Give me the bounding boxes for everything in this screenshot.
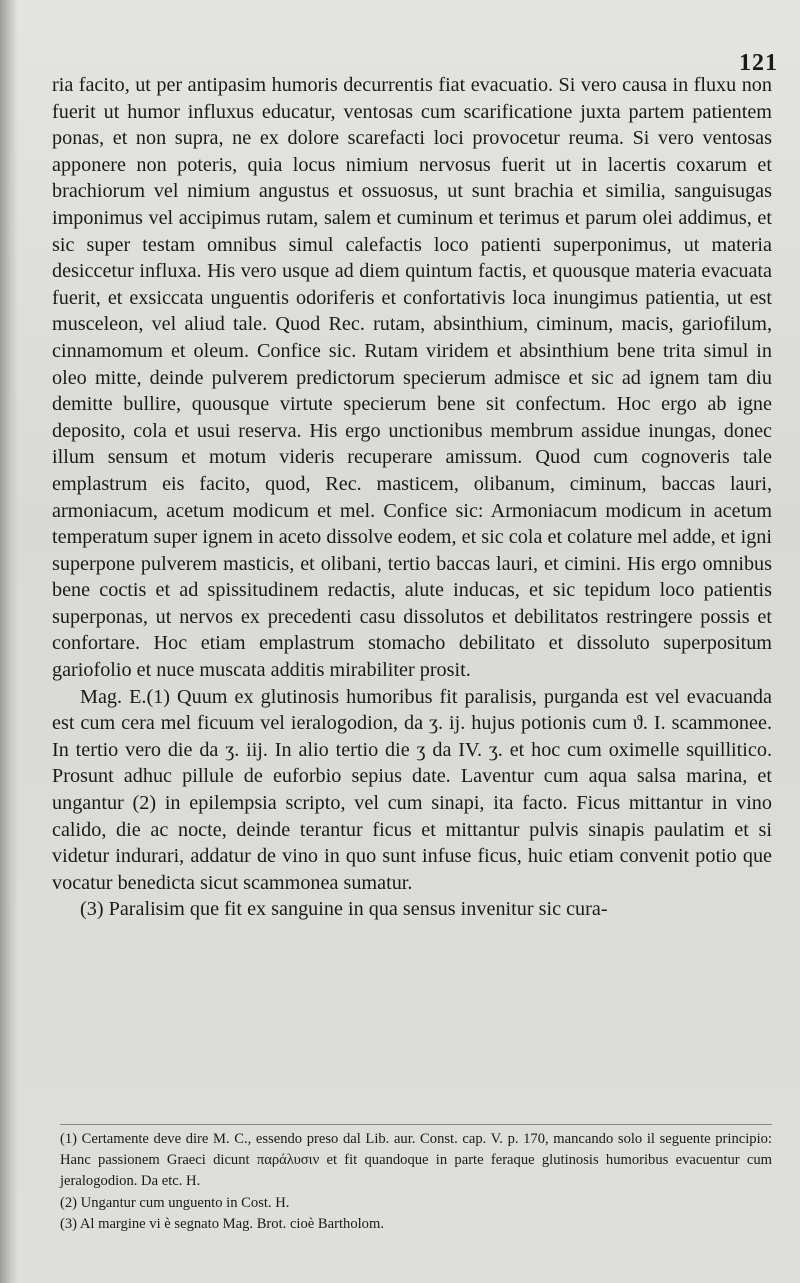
- paragraph-3: (3) Paralisim que fit ex sanguine in qua sensus invenitur sic cura-: [80, 898, 608, 921]
- binding-shadow: [0, 0, 18, 1283]
- main-text: [52, 72, 772, 923]
- footnote-3: (3) Al margine vi è segnato Mag. Brot. cioè Bartholom.: [60, 1215, 384, 1232]
- footnote-2: (2) Ungantur cum unguento in Cost. H.: [60, 1194, 290, 1211]
- paragraph-2: Mag. E.(1) Quum ex glutinosis humoribus fit paralisis, purganda est vel evacuanda est cum cera mel ficuum vel ieralogodion, da ʒ. ij. hujus potionis cum ϑ. I. scammonee. In tertio vero die da ʒ. iij. In alio tertio die ʒ da IV. ʒ. et hoc cum oximelle squillitico. Prosunt adhuc pillule de euforbio sepius date. Laventur cum aqua salsa marina, et ungantur (2) in epilempsia scripto, vel cum sinapi, ita facto. Ficus mittantur in vino calido, die ac nocte, deinde terantur ficus et mittantur pulvis sinapis paulatim et si videtur indurari, addatur de vino in quo sunt infuse ficus, huic etiam convenit potio que vocatur benedicta sicut scammonea sumatur.: [52, 685, 772, 894]
- paragraph-1: ria facito, ut per antipasim humoris decurrentis fiat evacuatio. Si vero causa in fluxu non fuerit ut humor influxus educatur, ventosas cum scarificatione juxta partem patientem ponas, et non supra, ne ex dolore scarefacti loci provocetur reuma. Si vero ventosas apponere non poteris, quia locus nimium nervosus fuerit ut in lacertis coxarum et brachiorum vel nimium angustus et ossuosus, ut sunt brachia et similia, sanguisugas imponimus vel accipimus rutam, salem et cuminum et terimus et parum olei addimus, et sic super testam omnibus simul calefactis loco patienti superponimus, ut materia desiccetur influxa. His vero usque ad diem quintum factis, et quousque materia evacuata fuerit, et exsiccata unguentis odoriferis et confortativis loca inungimus patientia, ut est musceleon, vel aliud tale. Quod Rec. rutam, absinthium, ciminum, macis, gariofilum, cinnamomum et oleum. Confice sic. Rutam viridem et absinthium bene trita simul in oleo mitte, deinde pulverem predictorum specierum admisce et sic ad ignem tam diu demitte bullire, quousque virtute specierum bene sit confectum. Hoc ergo ab igne deposito, cola et usui reserva. His ergo unctionibus membrum assidue inungas, donec illum sensum et motum videris recuperare amissum. Quod cum cognoveris tale emplastrum eis facito, quod, Rec. masticem, olibanum, ciminum, baccas lauri, armoniacum, acetum modicum et mel. Confice sic: Armoniacum modicum in acetum temperatum super ignem in aceto dissolve eodem, et sic cola et colature mel adde, et igni superpone pulverem masticis, et olibani, tertio baccas lauri, et cimini. His ergo omnibus bene coctis et ad spissitudinem redactis, alute inducas, et sic tepidum loco patientis superponas, ut nervos ex precedenti casu dissolutos et debilitatos restringere possis et confortare. Hoc etiam emplastrum stomacho debilitato et dissoluto superpositum gariofolio et nuce muscata additis mirabiliter prosit.: [52, 74, 772, 682]
- page-number: 121: [739, 50, 778, 76]
- footnotes: [60, 1124, 772, 1235]
- footnote-1: (1) Certamente deve dire M. C., essendo preso dal Lib. aur. Const. cap. V. p. 170, mancando solo il seguente principio: Hanc passionem Graeci dicunt παράλυσιν et fit quandoque in parte feraque glutinosis humoribus evacuentur cum jeralogodion. Da etc. H.: [60, 1131, 772, 1190]
